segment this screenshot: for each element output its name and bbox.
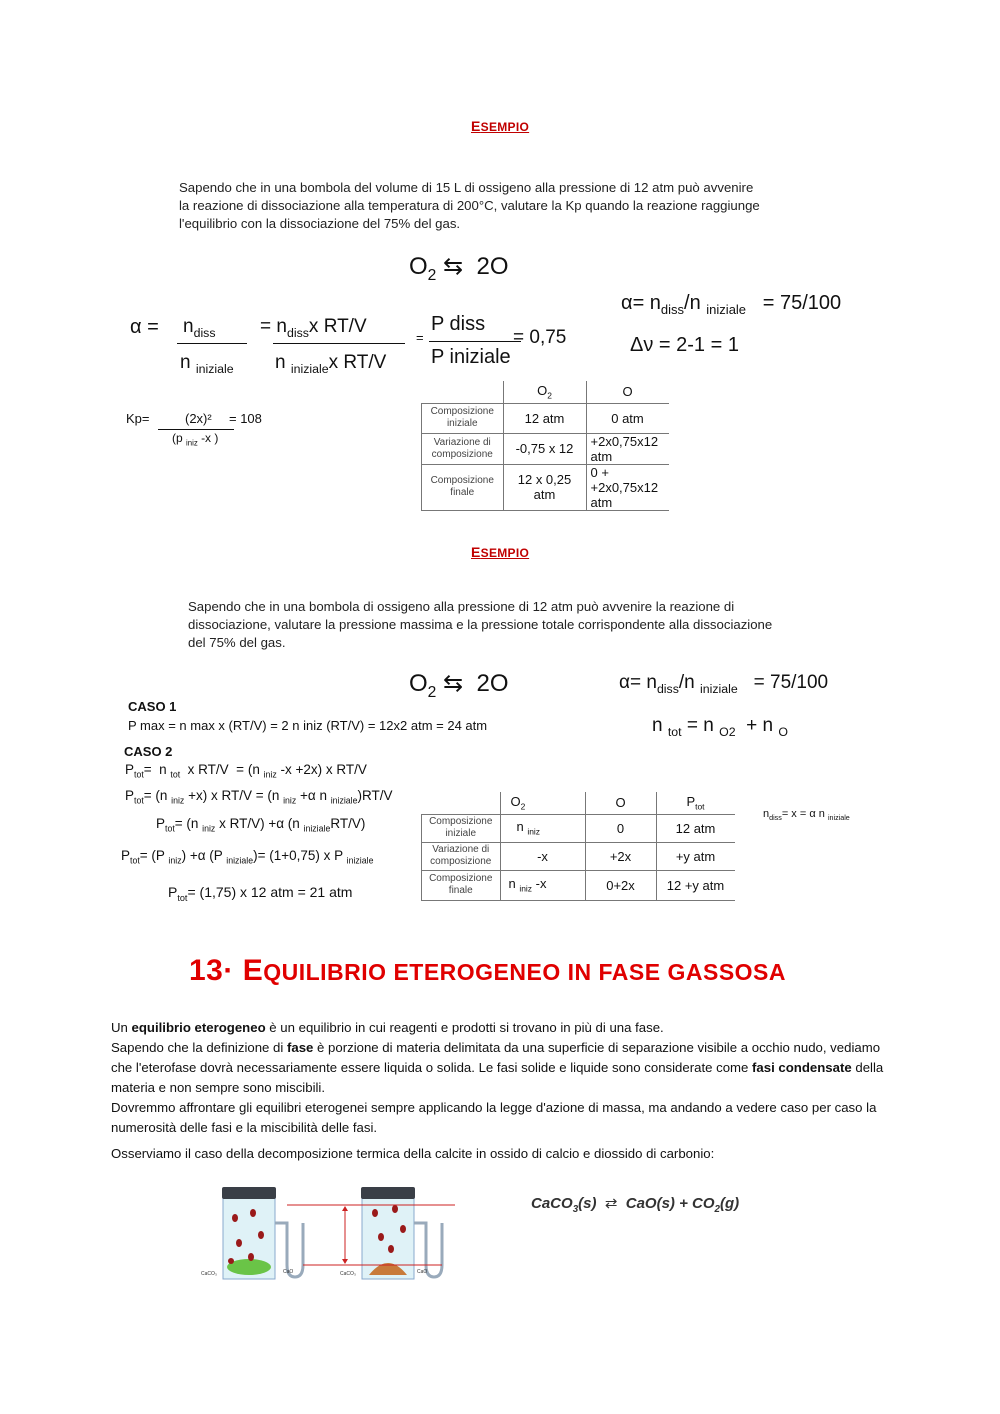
cell: 12 x 0,25 atm: [503, 464, 586, 510]
problem-line: Sapendo che in una bombola del volume di 15 L di ossigeno alla pressione di 12 atm può avvenire: [179, 180, 754, 195]
fraction-line: [429, 341, 521, 342]
kp-label: Kp=: [126, 411, 150, 426]
label-cao: CaO: [417, 1269, 428, 1275]
row-label: Variazione di composizione: [422, 842, 501, 870]
cell: +2x0,75x12 atm: [586, 433, 669, 464]
paragraph: Dovremmo affrontare gli equilibri eterogenei sempre applicando la legge d'azione di massa, ma andando a vedere caso per caso la numerosità delle fasi e la miscibilità delle fasi.: [111, 1100, 877, 1135]
table-row: [422, 433, 669, 464]
case2-title: CASO 2: [124, 744, 173, 759]
n-total: n $_{tot}$ = n $_{O2}$ + n $_O$: [652, 715, 788, 739]
problem-line: la reazione di dissociazione alla temperatura di 200°C, valutare la Kp quando la reazione raggiunge: [179, 198, 760, 213]
table-header-o2: $O_2$: [503, 381, 586, 403]
cell: 0 + +2x0,75x12 atm: [586, 464, 669, 510]
problem-line: Sapendo che in una bombola di ossigeno alla pressione di 12 atm può avvenire la reazione di: [188, 599, 735, 614]
fraction-line: [177, 343, 247, 344]
table-header-ptot: $P_{tot}$: [656, 792, 735, 814]
example1-problem: [179, 179, 760, 233]
row-label: Composizione iniziale: [422, 403, 504, 433]
example2-problem: [188, 598, 772, 652]
fraction-line: [273, 343, 405, 344]
calcite-figure: [195, 1183, 455, 1288]
alpha-definition-2: $\alpha= n_{diss}/n$ $_{iniziale}$ = 75/100: [619, 672, 829, 696]
paragraph: Un equilibrio eterogeneo è un equilibrio in cui reagenti e prodotti si trovano in più di una fase.: [111, 1020, 664, 1035]
table-corner: [422, 792, 501, 814]
paragraph: Osserviamo il caso della decomposizione termica della calcite in ossido di calcio e diossido di carbonio:: [111, 1146, 715, 1161]
ndiss-note: $n_{diss}= x = \alpha$ n $_{iniziale}$: [763, 808, 850, 823]
alpha-numerator: $n_{diss}$: [183, 316, 216, 340]
table-row: [422, 464, 669, 510]
p-iniziale: P iniziale: [431, 346, 511, 368]
kp-denominator: (p $_{iniz}$ -x ): [172, 431, 219, 448]
cell: +2x: [585, 842, 656, 870]
cell: -x: [500, 842, 585, 870]
case1-title: CASO 1: [128, 699, 177, 714]
table-header-o: O: [585, 792, 656, 814]
row-label: Variazione di composizione: [422, 433, 504, 464]
cylinder-left: [201, 1187, 303, 1279]
label-caco3: CaCO₃: [340, 1271, 356, 1277]
table-row: [422, 870, 735, 900]
example1-heading: ESEMPIO: [471, 118, 530, 134]
cell: 12 +y atm: [656, 870, 735, 900]
table-row: [422, 403, 669, 433]
problem-line: dissociazione, valutare la pressione massima e la pressione totale corrispondente alla dissociazione: [188, 617, 773, 632]
cell: n $_{iniz}$ -x: [500, 870, 585, 900]
row-label: Composizione iniziale: [422, 814, 501, 842]
case2-eq1: $P_{tot}= n$ $_{tot}$ x RT/V = (n $_{iniz}$ -x +2x) x RT/V: [125, 762, 367, 780]
table-row: [422, 814, 735, 842]
table-header-o2: $O_2$: [500, 792, 585, 814]
composition-table-1: [421, 381, 669, 511]
problem-line: del 75% del gas.: [188, 635, 286, 650]
kp-numerator: (2x)²: [185, 411, 212, 426]
example2-heading: ESEMPIO: [471, 544, 530, 560]
section-title: 13· EQUILIBRIO ETEROGENEO IN FASE GASSOSA: [189, 954, 787, 987]
case2-eq3: $P_{tot}= (n$ $_{iniz}$ x RT/V) +α (n $_{iniziale}$RT/V): [156, 816, 366, 834]
problem-line: l'equilibrio con la dissociazione del 75% del gas.: [179, 216, 461, 231]
section-paragraphs: [111, 1018, 901, 1164]
row-label: Composizione finale: [422, 464, 504, 510]
p-diss: P diss: [431, 313, 486, 335]
example1-reaction: $O_2$ ⇆ 2O: [409, 253, 509, 284]
cell: 0 atm: [586, 403, 669, 433]
row-label: Composizione finale: [422, 870, 501, 900]
table-row: [422, 842, 735, 870]
cell: 12 atm: [503, 403, 586, 433]
case2-result: $P_{tot}= (1,75)$ x 12 atm = 21 atm: [168, 884, 353, 903]
kp-result: = 108: [229, 411, 262, 426]
cell: +y atm: [656, 842, 735, 870]
alpha-denominator: n $_{iniziale}$: [180, 352, 234, 376]
cell: 12 atm: [656, 814, 735, 842]
delta-nu: Δν = 2-1 = 1: [630, 334, 739, 356]
fraction-line: [158, 429, 234, 430]
paragraph: Sapendo che la definizione di fase è porzione di materia delimitata da una superficie di separazione visibile a occhio nudo, vediamo che l'eterofase dovrà necessariamente essere liquida o solida. Le fasi solide e liquide sono considerate come fasi condensate della materia e non sempre sono miscibili.: [111, 1040, 884, 1095]
case2-eq2: $P_{tot}= (n$ $_{iniz}$ +x) x RT/V = (n $_{iniz}$ +α n $_{iniziale}$)RT/V: [125, 788, 393, 806]
label-cao: CaO: [283, 1269, 294, 1275]
cell: -0,75 x 12: [503, 433, 586, 464]
calcite-reaction: CaCO$_3$(s) ⇄ $CaO(s) + CO_2(g)$: [531, 1195, 740, 1215]
cell: 0: [585, 814, 656, 842]
table-header-o: O: [586, 381, 669, 403]
cell: n $_{iniz}$: [500, 814, 585, 842]
case2-eq4: $P_{tot}= (P$ $_{iniz}$) +α (P $_{iniziale}$)= (1+0,75) x P $_{iniziale}$: [121, 848, 374, 866]
label-caco3: CaCO₃: [201, 1271, 217, 1277]
table-corner: [422, 381, 504, 403]
alpha-value: = 0,75: [513, 327, 567, 348]
alpha-symbol: α =: [130, 316, 159, 338]
equals-sign: =: [416, 330, 424, 345]
example2-reaction: $O_2$ ⇆ 2O: [409, 670, 509, 701]
denominator-rtv: n $_{iniziale}$x RT/V: [275, 352, 387, 376]
alpha-definition: $\alpha= n_{diss}/n$ $_{iniziale}$ = 75/100: [621, 292, 842, 317]
numerator-rtv: = $n_{diss}x$ RT/V: [260, 316, 367, 340]
cell: 0+2x: [585, 870, 656, 900]
case1-pmax: P max = n max x (RT/V) = 2 n iniz (RT/V) = 12x2 atm = 24 atm: [128, 718, 488, 733]
composition-table-2: [421, 792, 735, 901]
